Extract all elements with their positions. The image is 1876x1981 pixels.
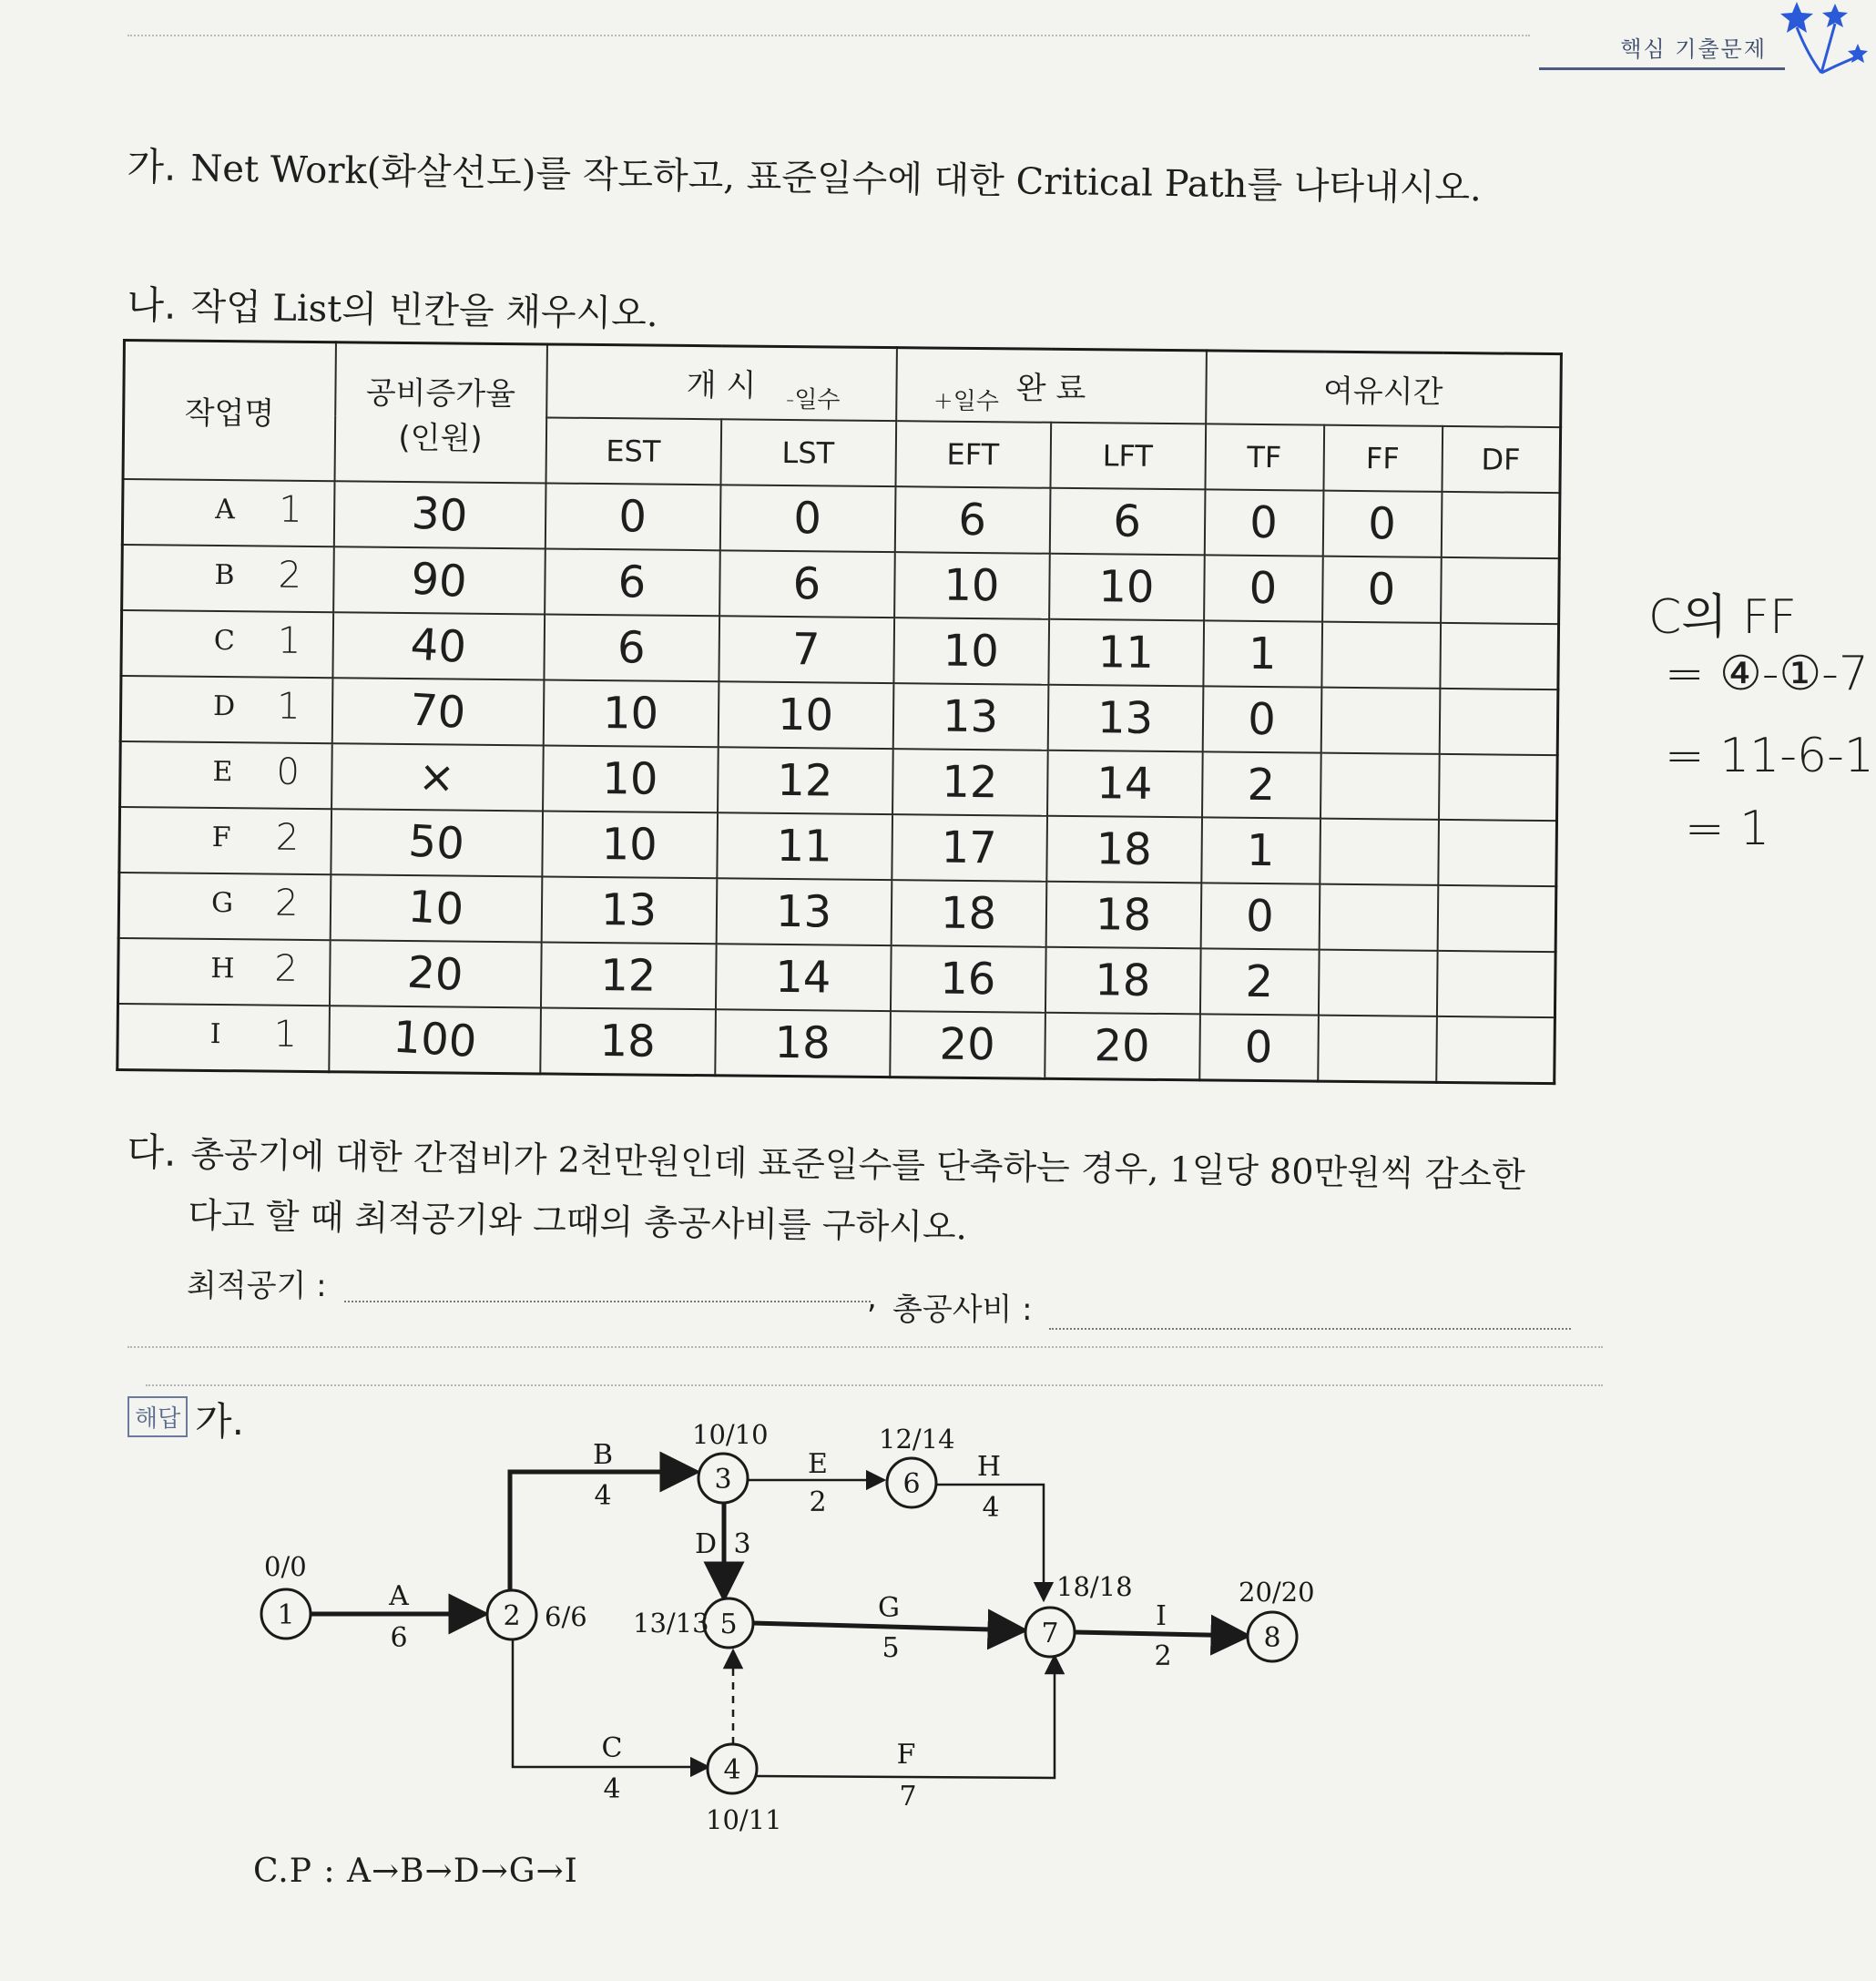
task-name: D (212, 689, 236, 722)
lst-handwritten-note: -일수 (785, 385, 841, 414)
activity-days-D: 3 (733, 1528, 751, 1560)
lst-value: 7 (719, 616, 894, 683)
header-eft-label: EFT (946, 436, 1000, 472)
tf-value: 2 (1199, 948, 1319, 1015)
lst-value: 11 (717, 812, 892, 880)
task-note: 2 (275, 816, 300, 859)
lft-value: 13 (1047, 684, 1203, 751)
eft-value: 10 (894, 552, 1050, 619)
tf-value: 0 (1199, 1014, 1319, 1081)
activity-days-G: 5 (882, 1632, 900, 1664)
activity-days-A: 6 (390, 1622, 408, 1654)
header-finish: 완 료 (896, 348, 1207, 424)
node-time-6: 12/14 (879, 1424, 955, 1455)
header-slack: 여유시간 (1206, 351, 1562, 427)
activity-name-A: A (389, 1580, 409, 1612)
activity-name-F: F (896, 1739, 916, 1771)
eft-value: 13 (892, 683, 1048, 751)
eft-value: 18 (891, 880, 1046, 947)
node-id-3: 3 (714, 1464, 732, 1496)
cost-text: 30 (410, 487, 469, 542)
question-da-lead: 다. (127, 1128, 177, 1175)
tf-value: 1 (1201, 817, 1320, 883)
answer-badge: 해답 (127, 1396, 188, 1437)
node-time-8: 20/20 (1239, 1577, 1315, 1608)
task-name: E (212, 755, 233, 788)
cost-text: 40 (409, 618, 468, 673)
activity-days-E: 2 (809, 1486, 827, 1518)
lft-value: 20 (1045, 1012, 1200, 1079)
total-cost-label: 총공사비 : (892, 1292, 1033, 1328)
side-note-line3: = 11-6-1 (1665, 729, 1874, 783)
side-note-line2: = ④-①-7 (1665, 647, 1869, 701)
est-value: 13 (541, 876, 717, 944)
eft-value: 16 (890, 945, 1045, 1013)
lft-value: 18 (1046, 815, 1202, 883)
node-time-7: 18/18 (1056, 1571, 1133, 1602)
answer-comma: , (867, 1280, 877, 1316)
eft-value: 12 (892, 749, 1048, 816)
question-ga-lead: 가. (127, 143, 177, 189)
task-name: C (213, 624, 235, 657)
node-id-6: 6 (902, 1468, 921, 1500)
activity-days-C: 4 (603, 1773, 621, 1805)
task-note: 1 (277, 619, 301, 662)
task-note: 1 (276, 685, 301, 728)
est-value: 0 (545, 483, 720, 550)
task-note: 2 (274, 882, 299, 924)
header-tf: TF (1205, 424, 1324, 490)
tf-value: 0 (1202, 686, 1321, 752)
header-lft: LFT (1050, 422, 1206, 489)
lst-value: 13 (716, 878, 892, 945)
task-note: 1 (273, 1013, 298, 1056)
cost-text: 100 (391, 1011, 478, 1067)
task-name: B (214, 558, 235, 591)
task-note: 2 (278, 554, 302, 597)
activity-days-I: 2 (1154, 1640, 1172, 1672)
cost-text: 50 (406, 814, 466, 870)
side-note-line4: = 1 (1685, 802, 1770, 856)
question-na-text: 작업 List의 빈칸을 채우시오. (190, 286, 658, 336)
est-value: 10 (543, 745, 719, 812)
est-value: 10 (542, 811, 718, 878)
node-time-1: 0/0 (264, 1551, 307, 1582)
question-na-lead: 나. (127, 281, 177, 328)
arrow-G (752, 1623, 1025, 1630)
header-ff: FF (1323, 424, 1443, 491)
activity-name-H: H (976, 1451, 1002, 1483)
node-id-2: 2 (503, 1600, 521, 1632)
lst-value: 6 (719, 550, 895, 618)
eft-value: 20 (890, 1011, 1045, 1078)
activity-name-D: D (694, 1528, 718, 1560)
header-est: EST (545, 417, 721, 485)
task-name: F (211, 821, 231, 853)
activity-days-B: 4 (594, 1480, 612, 1512)
node-id-7: 7 (1041, 1618, 1059, 1649)
critical-path-text: C.P : A→B→D→G→I (253, 1853, 578, 1890)
lft-value: 18 (1045, 881, 1201, 948)
header-badge: 핵심 기출문제 (1620, 36, 1767, 62)
eft-value: 10 (893, 618, 1049, 685)
header-df: DF (1442, 425, 1561, 492)
task-note: 0 (276, 751, 301, 793)
lft-value: 6 (1049, 487, 1205, 555)
lst-value: 12 (718, 747, 893, 814)
est-value: 12 (540, 942, 716, 1009)
lst-value: 14 (715, 944, 891, 1011)
tf-value: 1 (1203, 620, 1322, 687)
lst-value: 0 (719, 485, 895, 552)
node-time-5: 13/13 (633, 1608, 709, 1639)
activity-name-E: E (808, 1448, 828, 1480)
header-name: 작업명 (123, 341, 335, 481)
lft-value: 18 (1045, 946, 1200, 1014)
activity-name-C: C (601, 1732, 623, 1764)
est-value: 6 (545, 548, 720, 616)
activity-name-B: B (592, 1439, 614, 1471)
lst-value: 10 (718, 681, 893, 749)
eft-value: 6 (894, 486, 1050, 554)
tf-value: 2 (1202, 751, 1321, 818)
node-time-3: 10/10 (692, 1419, 769, 1450)
est-value: 10 (543, 679, 719, 747)
tf-value: 0 (1204, 489, 1323, 556)
node-id-8: 8 (1263, 1622, 1281, 1654)
question-ga-text: Net Work(화살선도)를 작도하고, 표준일수에 대한 Critical Path를 나타내시오. (190, 148, 1483, 210)
task-name: G (210, 886, 234, 919)
lft-value: 11 (1048, 618, 1204, 686)
task-name: A (215, 493, 236, 526)
optimal-duration-label: 최적공기 : (187, 1268, 327, 1304)
answer-label: 가. (195, 1399, 244, 1444)
eft-value: 17 (892, 814, 1047, 882)
task-note: 2 (274, 947, 299, 990)
cost-text: 90 (409, 553, 469, 608)
node-time-2: 6/6 (545, 1601, 587, 1632)
question-da-line2: 다고 할 때 최적공기와 그때의 총공사비를 구하시오. (188, 1195, 968, 1248)
est-value: 6 (544, 614, 719, 681)
node-id-5: 5 (719, 1608, 738, 1640)
ff-value: 0 (1322, 490, 1442, 557)
node-time-4: 10/11 (706, 1804, 782, 1835)
arrow-I (1075, 1632, 1248, 1636)
activity-name-I: I (1156, 1600, 1167, 1632)
header-start: 개 시 (546, 344, 897, 421)
question-da-line1: 총공기에 대한 간접비가 2천만원인데 표준일수를 단축하는 경우, 1일당 80만원씩 감소한 (190, 1134, 1526, 1196)
eft-handwritten-note: +일수 (933, 387, 1000, 415)
cost-text: 10 (406, 880, 465, 935)
task-name: I (209, 1017, 221, 1050)
activity-name-G: G (878, 1592, 900, 1624)
tf-value: 0 (1200, 883, 1320, 949)
lft-value: 10 (1049, 553, 1205, 620)
task-note: 1 (278, 488, 302, 531)
cost-text: 20 (405, 945, 465, 1001)
ff-value: 0 (1322, 556, 1442, 622)
tf-value: 0 (1204, 555, 1323, 621)
activity-days-F: 7 (899, 1781, 917, 1813)
node-id-1: 1 (277, 1599, 295, 1631)
est-value: 18 (540, 1007, 716, 1075)
lft-value: 14 (1047, 750, 1203, 817)
header-lst-label: LST (781, 434, 835, 471)
cost-text: 70 (408, 683, 467, 739)
side-note-line1: C의 FF (1648, 590, 1797, 645)
lst-value: 18 (715, 1009, 891, 1077)
task-name: H (210, 952, 235, 985)
activity-days-H: 4 (982, 1492, 1000, 1524)
header-cost-line1: 공비증가율 (365, 374, 516, 413)
header-cost-line2: (인원) (398, 419, 483, 457)
cost-text: × (417, 750, 457, 804)
node-id-4: 4 (723, 1754, 741, 1786)
